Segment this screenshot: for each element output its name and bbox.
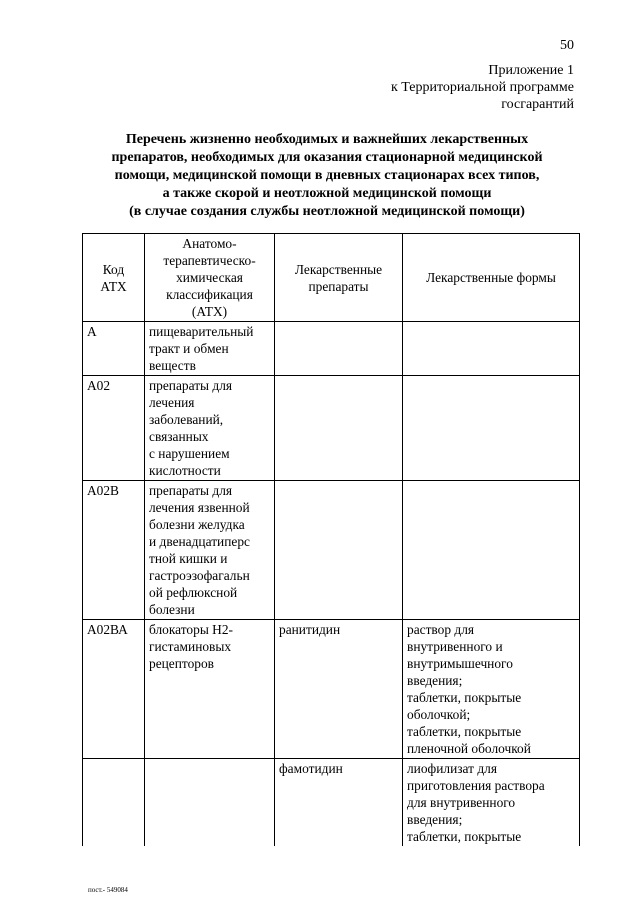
header-drugs: Лекарственные препараты xyxy=(275,234,403,322)
cell-line: лечения xyxy=(149,395,195,410)
cell-line: внутримышечного xyxy=(407,656,513,671)
cell-code: А xyxy=(83,322,145,376)
table-row xyxy=(83,620,580,759)
cell-code: А02В xyxy=(83,481,145,620)
cell-line: тракт и обмен xyxy=(149,341,229,356)
header-forms: Лекарственные формы xyxy=(403,234,580,322)
title-line: препаратов, необходимых для оказания стационарной медицинской xyxy=(111,150,543,165)
table-header-row xyxy=(83,234,580,322)
cell-forms xyxy=(403,322,580,376)
cell-classification xyxy=(145,759,275,847)
table-row xyxy=(83,376,580,481)
cell-line: пленочной оболочкой xyxy=(407,741,531,756)
cell-code: А02ВА xyxy=(83,620,145,759)
cell-forms xyxy=(403,620,580,759)
document-title xyxy=(82,131,572,221)
cell-line: ой рефлюксной xyxy=(149,585,238,600)
appendix-note xyxy=(274,62,574,113)
cell-line: болезни желудка xyxy=(149,517,245,532)
cell-line: веществ xyxy=(149,358,196,373)
table-body xyxy=(83,322,580,847)
cell-classification xyxy=(145,620,275,759)
cell-code: А02 xyxy=(83,376,145,481)
appendix-line: к Территориальной программе xyxy=(390,80,574,95)
cell-line: фамотидин xyxy=(279,761,343,776)
header-code: Код АТХ xyxy=(83,234,145,322)
cell-line: введения; xyxy=(407,673,463,688)
cell-line: введения; xyxy=(407,812,463,827)
cell-line: блокаторы Н2- xyxy=(149,622,233,637)
cell-line: кислотности xyxy=(149,463,221,478)
cell-classification xyxy=(145,481,275,620)
table-row xyxy=(83,322,580,376)
page-number: 50 xyxy=(560,38,574,53)
cell-line: с нарушением xyxy=(149,446,230,461)
cell-drug xyxy=(275,481,403,620)
cell-drug xyxy=(275,620,403,759)
header-classification: Анатомо- терапевтическо- химическая классификация (АТХ) xyxy=(145,234,275,322)
cell-line: таблетки, покрытые xyxy=(407,690,522,705)
cell-code xyxy=(83,759,145,847)
cell-line: ранитидин xyxy=(279,622,341,637)
cell-drug xyxy=(275,322,403,376)
cell-forms xyxy=(403,759,580,847)
appendix-line: Приложение 1 xyxy=(488,63,574,78)
cell-line: заболеваний, xyxy=(149,412,224,427)
cell-forms xyxy=(403,481,580,620)
cell-line: гастроэзофагальн xyxy=(149,568,250,583)
cell-line: гистаминовых xyxy=(149,639,232,654)
cell-line: лиофилизат для xyxy=(407,761,497,776)
table-row xyxy=(83,481,580,620)
cell-line: рецепторов xyxy=(149,656,214,671)
cell-line: таблетки, покрытые xyxy=(407,829,522,844)
cell-drug xyxy=(275,759,403,847)
footer-code: пост.- 549084 xyxy=(88,886,128,894)
cell-drug xyxy=(275,376,403,481)
cell-line: тной кишки и xyxy=(149,551,228,566)
cell-line: препараты для xyxy=(149,378,233,393)
cell-line: для внутривенного xyxy=(407,795,516,810)
cell-line: связанных xyxy=(149,429,209,444)
cell-line: лечения язвенной xyxy=(149,500,250,515)
cell-classification xyxy=(145,322,275,376)
cell-line: пищеварительный xyxy=(149,324,254,339)
title-line: а также скорой и неотложной медицинской помощи xyxy=(162,186,492,201)
cell-line: и двенадцатиперс xyxy=(149,534,250,549)
cell-line: препараты для xyxy=(149,483,233,498)
title-line: (в случае создания службы неотложной медицинской помощи) xyxy=(129,204,525,219)
cell-forms xyxy=(403,376,580,481)
title-line: помощи, медицинской помощи в дневных стационарах всех типов, xyxy=(114,168,540,183)
drug-list-table xyxy=(82,233,580,846)
cell-line: оболочкой; xyxy=(407,707,471,722)
cell-classification xyxy=(145,376,275,481)
cell-line: болезни xyxy=(149,602,195,617)
cell-line: внутривенного и xyxy=(407,639,503,654)
cell-line: приготовления раствора xyxy=(407,778,545,793)
cell-line: таблетки, покрытые xyxy=(407,724,522,739)
table-row xyxy=(83,759,580,847)
title-line: Перечень жизненно необходимых и важнейших лекарственных xyxy=(125,132,529,147)
appendix-line: госгарантий xyxy=(501,97,574,112)
cell-line: раствор для xyxy=(407,622,475,637)
